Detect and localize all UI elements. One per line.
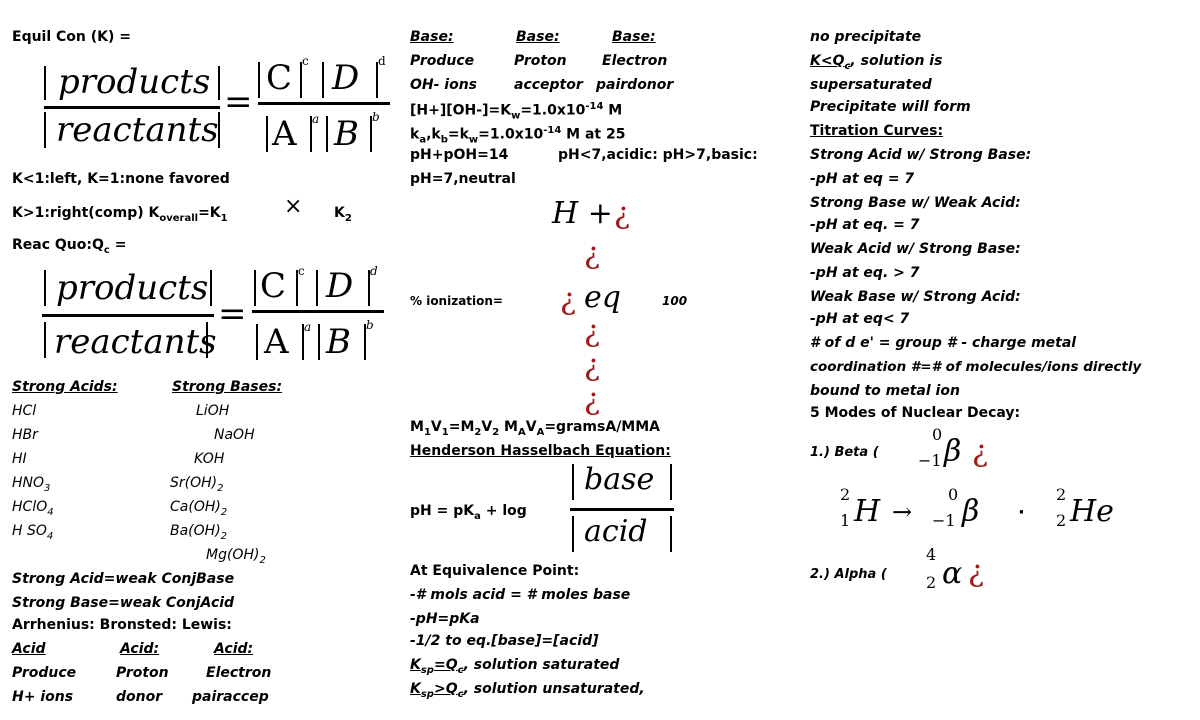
garbled-glyph: ¿ <box>584 348 601 383</box>
conc-d-2: D <box>326 266 354 306</box>
conc-a: A <box>272 114 297 154</box>
ph-poh-line: pH+pOH=14 <box>410 147 509 163</box>
exp-a: a <box>312 112 320 126</box>
electron-text-2: Electron <box>602 53 668 69</box>
alpha-bot: 2 <box>926 573 937 592</box>
pairdonor-text: pairdonor <box>596 77 674 93</box>
h-top: 2 <box>840 485 851 504</box>
titration-header: Titration Curves: <box>810 123 944 139</box>
k-greater-line: K>1:right(comp) $K_{overall}=K_1$ <box>12 205 228 224</box>
ksp-gt-line: $K_{sp}>Q_c$, solution unsaturated, <box>410 681 645 700</box>
hh-header: Henderson Hasselbach Equation: <box>410 443 671 459</box>
plus-dot: · <box>1018 502 1025 523</box>
k2-label: $K_2$ <box>334 205 352 224</box>
equiv-line-3: -1/2 to eq.[base]=[acid] <box>410 633 599 649</box>
eq-text: eq <box>584 280 621 315</box>
wb-sa-ph: -pH at eq< 7 <box>810 311 910 327</box>
acid-item: HClO$_4$ <box>12 499 54 518</box>
conc-b: B <box>334 114 359 154</box>
garbled-glyph: ¿ <box>614 196 631 231</box>
acceptor-text: acceptor <box>514 77 583 93</box>
wa-sb-ph: -pH at eq. > 7 <box>810 265 920 281</box>
garbled-glyph: ¿ <box>584 382 601 417</box>
acid-item: HBr <box>12 427 38 443</box>
products-text: products <box>58 62 211 102</box>
he-bot: 2 <box>1056 511 1067 530</box>
garbled-glyph: ¿ <box>560 282 577 317</box>
sb-wa-text: Strong Base w/ Weak Acid: <box>810 195 1021 211</box>
equiv-line-1: -# mols acid = # moles base <box>410 587 631 603</box>
base-item: $Ca(OH)_2$ <box>170 499 228 518</box>
ksp-lt-line: $K<Q_c$, solution is <box>810 53 943 72</box>
base-item: $Mg(OH)_2$ <box>206 547 266 566</box>
base-frac: base <box>584 462 655 497</box>
beta2-bot: −1 <box>932 511 956 530</box>
acid-header-1: Acid <box>12 641 46 657</box>
acid-item: HI <box>12 451 27 467</box>
alpha-top: 4 <box>926 545 937 564</box>
alpha-label: 2.) Alpha ( <box>810 567 887 582</box>
conc-d: D <box>332 58 360 98</box>
conc-c-2: C <box>260 266 287 306</box>
base-item: LiOH <box>196 403 230 419</box>
dilution-line: $M_1V_1=M_2V_2$ $M_AV_A=gramsA$/MMA <box>410 419 660 438</box>
h-symbol: H <box>854 494 881 529</box>
exp-c: c <box>302 54 309 68</box>
beta-label: 1.) Beta ( <box>810 445 879 460</box>
he-symbol: He <box>1070 494 1114 529</box>
ph-acid-basic-line: pH<7,acidic: pH>7,basic: <box>558 147 758 163</box>
base-item: $Ba(OH)_2$ <box>170 523 228 542</box>
garbled-glyph: ¿ <box>968 554 985 589</box>
beta-bot: −1 <box>918 451 942 470</box>
garbled-glyph: ¿ <box>972 434 989 469</box>
exp-d-2: d <box>370 264 378 278</box>
base-item: NaOH <box>214 427 255 443</box>
wa-sb-text: Weak Acid w/ Strong Base: <box>810 241 1021 257</box>
conc-b-2: B <box>326 322 351 362</box>
sa-sb-text: Strong Acid w/ Strong Base: <box>810 147 1032 163</box>
produce-text-2: Produce <box>410 53 475 69</box>
kw-line-2: $k_a,k_b=k_w=1.0x10^{-14}$ M at 25 <box>410 125 626 146</box>
ph-neutral-line: pH=7,neutral <box>410 171 516 187</box>
h-ions-text: H+ ions <box>12 689 74 705</box>
produce-text: Produce <box>12 665 77 681</box>
strong-bases-header: Strong Bases: <box>172 379 283 395</box>
conc-c: C <box>266 58 293 98</box>
acid-item: HCl <box>12 403 37 419</box>
beta2-top: 0 <box>948 485 959 504</box>
donor-text: donor <box>116 689 163 705</box>
base-item: KOH <box>194 451 225 467</box>
alpha-symbol: α <box>942 556 963 591</box>
acid-item: H $SO_4$ <box>12 523 54 542</box>
beta-symbol: β <box>944 434 962 469</box>
acid-item: $HNO_3$ <box>12 475 51 494</box>
base-header-3: Base: <box>612 29 656 45</box>
garbled-glyph: ¿ <box>584 236 601 271</box>
base-item: $Sr(OH)_2$ <box>170 475 224 494</box>
base-header-2: Base: <box>516 29 560 45</box>
sb-wca: Strong Base=weak ConjAcid <box>12 595 235 611</box>
sa-wcb: Strong Acid=weak ConjBase <box>12 571 235 587</box>
precip-text: Precipitate will form <box>810 99 971 115</box>
strong-acids-header: Strong Acids: <box>12 379 118 395</box>
proton-text: Proton <box>116 665 169 681</box>
wb-sa-text: Weak Base w/ Strong Acid: <box>810 289 1021 305</box>
sa-sb-ph: -pH at eq = 7 <box>810 171 915 187</box>
reac-quo-label: Reac $Quo:Q_c$ = <box>12 237 127 256</box>
sb-wa-ph: -pH at eq. = 7 <box>810 217 920 233</box>
d-electrons-text: # of d e' = group # - charge metal <box>810 335 1077 351</box>
oh-ions-text: OH- ions <box>410 77 478 93</box>
beta-top: 0 <box>932 425 943 444</box>
h-bot: 1 <box>840 511 851 530</box>
reactants-text: reactants <box>56 110 219 150</box>
ionization-label: % ionization= <box>410 294 503 308</box>
exp-b-2: b <box>366 318 374 332</box>
ph-eq-text: pH = $pK_a + \log$ <box>410 503 527 522</box>
kw-line-1: $[H+][OH-]=K_w=1.0x10^{-14}$ M <box>410 101 623 122</box>
coordination-text: coordination #=# of molecules/ions directly <box>810 359 1142 375</box>
he-top: 2 <box>1056 485 1067 504</box>
acid-header-2: Acid: <box>120 641 160 657</box>
exp-b: b <box>372 110 380 124</box>
equals-sign: = <box>224 82 253 122</box>
base-header-1: Base: <box>410 29 454 45</box>
times-sign: × <box>284 194 303 219</box>
exp-a-2: a <box>304 320 312 334</box>
equiv-line-2: -pH=pKa <box>410 611 480 627</box>
bound-text: bound to metal ion <box>810 383 960 399</box>
equals-sign-2: = <box>218 294 247 334</box>
acid-theories: Arrhenius: Bronsted: Lewis: <box>12 617 232 633</box>
ksp-eq-line: $K_{sp}=Q_c$, solution saturated <box>410 657 620 676</box>
exp-c-2: c <box>298 264 305 278</box>
electron-text: Electron <box>206 665 272 681</box>
acid-frac: acid <box>584 514 648 549</box>
equiv-header: At Equivalence Point: <box>410 563 580 579</box>
acid-header-3: Acid: <box>214 641 254 657</box>
equil-con-label: Equil Con (K) = <box>12 29 132 45</box>
nuclear-header: 5 Modes of Nuclear Decay: <box>810 405 1021 421</box>
beta2-symbol: β <box>962 494 980 529</box>
conc-a-2: A <box>264 322 289 362</box>
exp-d: d <box>378 54 386 68</box>
garbled-glyph: ¿ <box>584 314 601 349</box>
k-less-line: K<1:left, K=1:none favored <box>12 171 230 187</box>
products-text-2: products <box>56 268 209 308</box>
reactants-text-2: reactants <box>54 322 217 362</box>
arrow: → <box>892 498 913 526</box>
supersat-text: supersaturated <box>810 77 932 93</box>
hundred-text: 100 <box>662 294 688 308</box>
h-plus-text: H + <box>552 196 613 231</box>
pairaccep-text: pairaccep <box>192 689 269 705</box>
no-precip-text: no precipitate <box>810 29 922 45</box>
proton-text-2: Proton <box>514 53 567 69</box>
